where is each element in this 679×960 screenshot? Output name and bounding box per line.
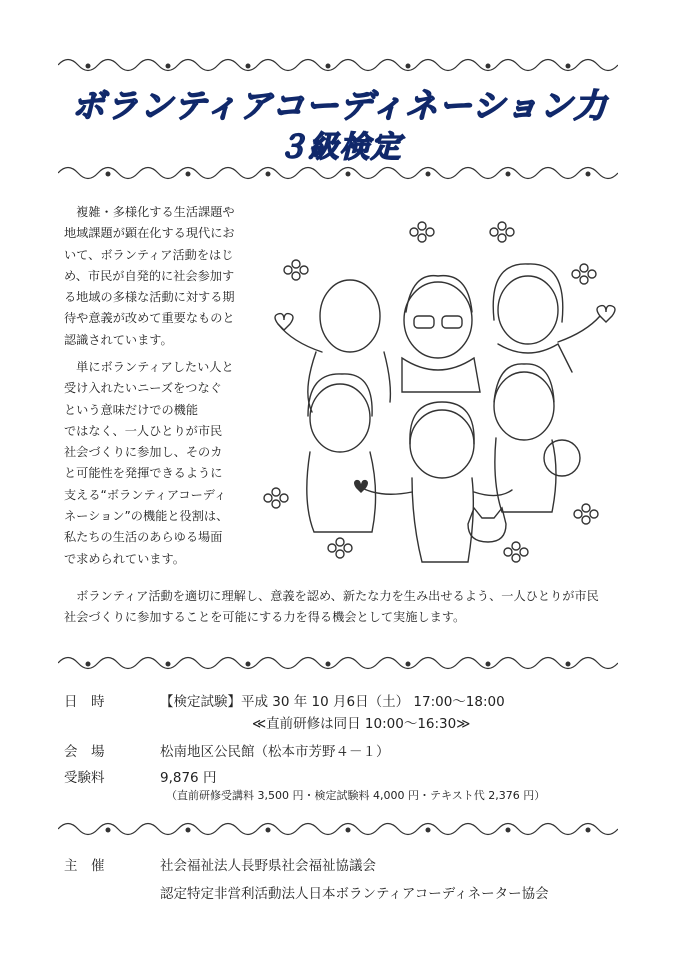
heart-swirl-divider-icon xyxy=(58,818,618,840)
fee-breakdown: （直前研修受講料 3,500 円・検定試験料 4,000 円・テキスト代 2,376 円） xyxy=(166,789,546,802)
fee-label: 受験料 xyxy=(64,770,105,786)
date-value: 【検定試験】平成 30 年 10 月6日（土） 17:00〜18:00 xyxy=(160,694,505,710)
page-title: ボランティアコーディネーション力 xyxy=(71,86,608,125)
intro-paragraph-3: ボランティア活動を適切に理解し、意義を認め、新たな力を生み出せるよう、一人ひとりが市民 社会づくりに参加することを可能にする力を得る機会として実施します。 xyxy=(64,589,599,624)
heart-swirl-divider-icon xyxy=(58,162,618,184)
page-subtitle: ３級検定 xyxy=(277,130,402,165)
family-group-illustration-icon xyxy=(262,212,622,584)
date-note: ≪直前研修は同日 10:00〜16:30≫ xyxy=(252,716,471,732)
venue-label: 会 場 xyxy=(64,744,105,760)
heart-swirl-divider-icon xyxy=(58,54,618,76)
intro-paragraph-2: 単にボランティアしたい人と 受け入れたいニーズをつなぐ という意味だけでの機能 ではなく、一人ひとりが市民 社会づくりに参加し、そのカ と可能性を発揮できるように 支える“ボランティアコーディ ネーション”の機能と役割は、 私たちの生活のあらゆる場面 で求められています。 xyxy=(64,360,234,566)
organizer-line-2: 認定特定非営利活動法人日本ボランティアコーディネーター協会 xyxy=(160,886,549,902)
fee-value: 9,876 円 xyxy=(160,770,217,786)
venue-value: 松南地区公民館（松本市芳野４－１） xyxy=(160,744,390,760)
organizer-label: 主 催 xyxy=(64,858,105,874)
organizer-line-1: 社会福祉法人長野県社会福祉協議会 xyxy=(160,858,376,874)
heart-swirl-divider-icon xyxy=(58,652,618,674)
intro-paragraph-1: 複雑・多様化する生活課題や 地域課題が顕在化する現代にお いて、ボランティア活動をはじ め、市民が自発的に社会参加す る地域の多様な活動に対する期 待や意義が改めて重要なものと 認識されています。 xyxy=(64,205,235,347)
date-label: 日 時 xyxy=(64,694,105,710)
four-leaf-flower-icon xyxy=(410,222,434,242)
